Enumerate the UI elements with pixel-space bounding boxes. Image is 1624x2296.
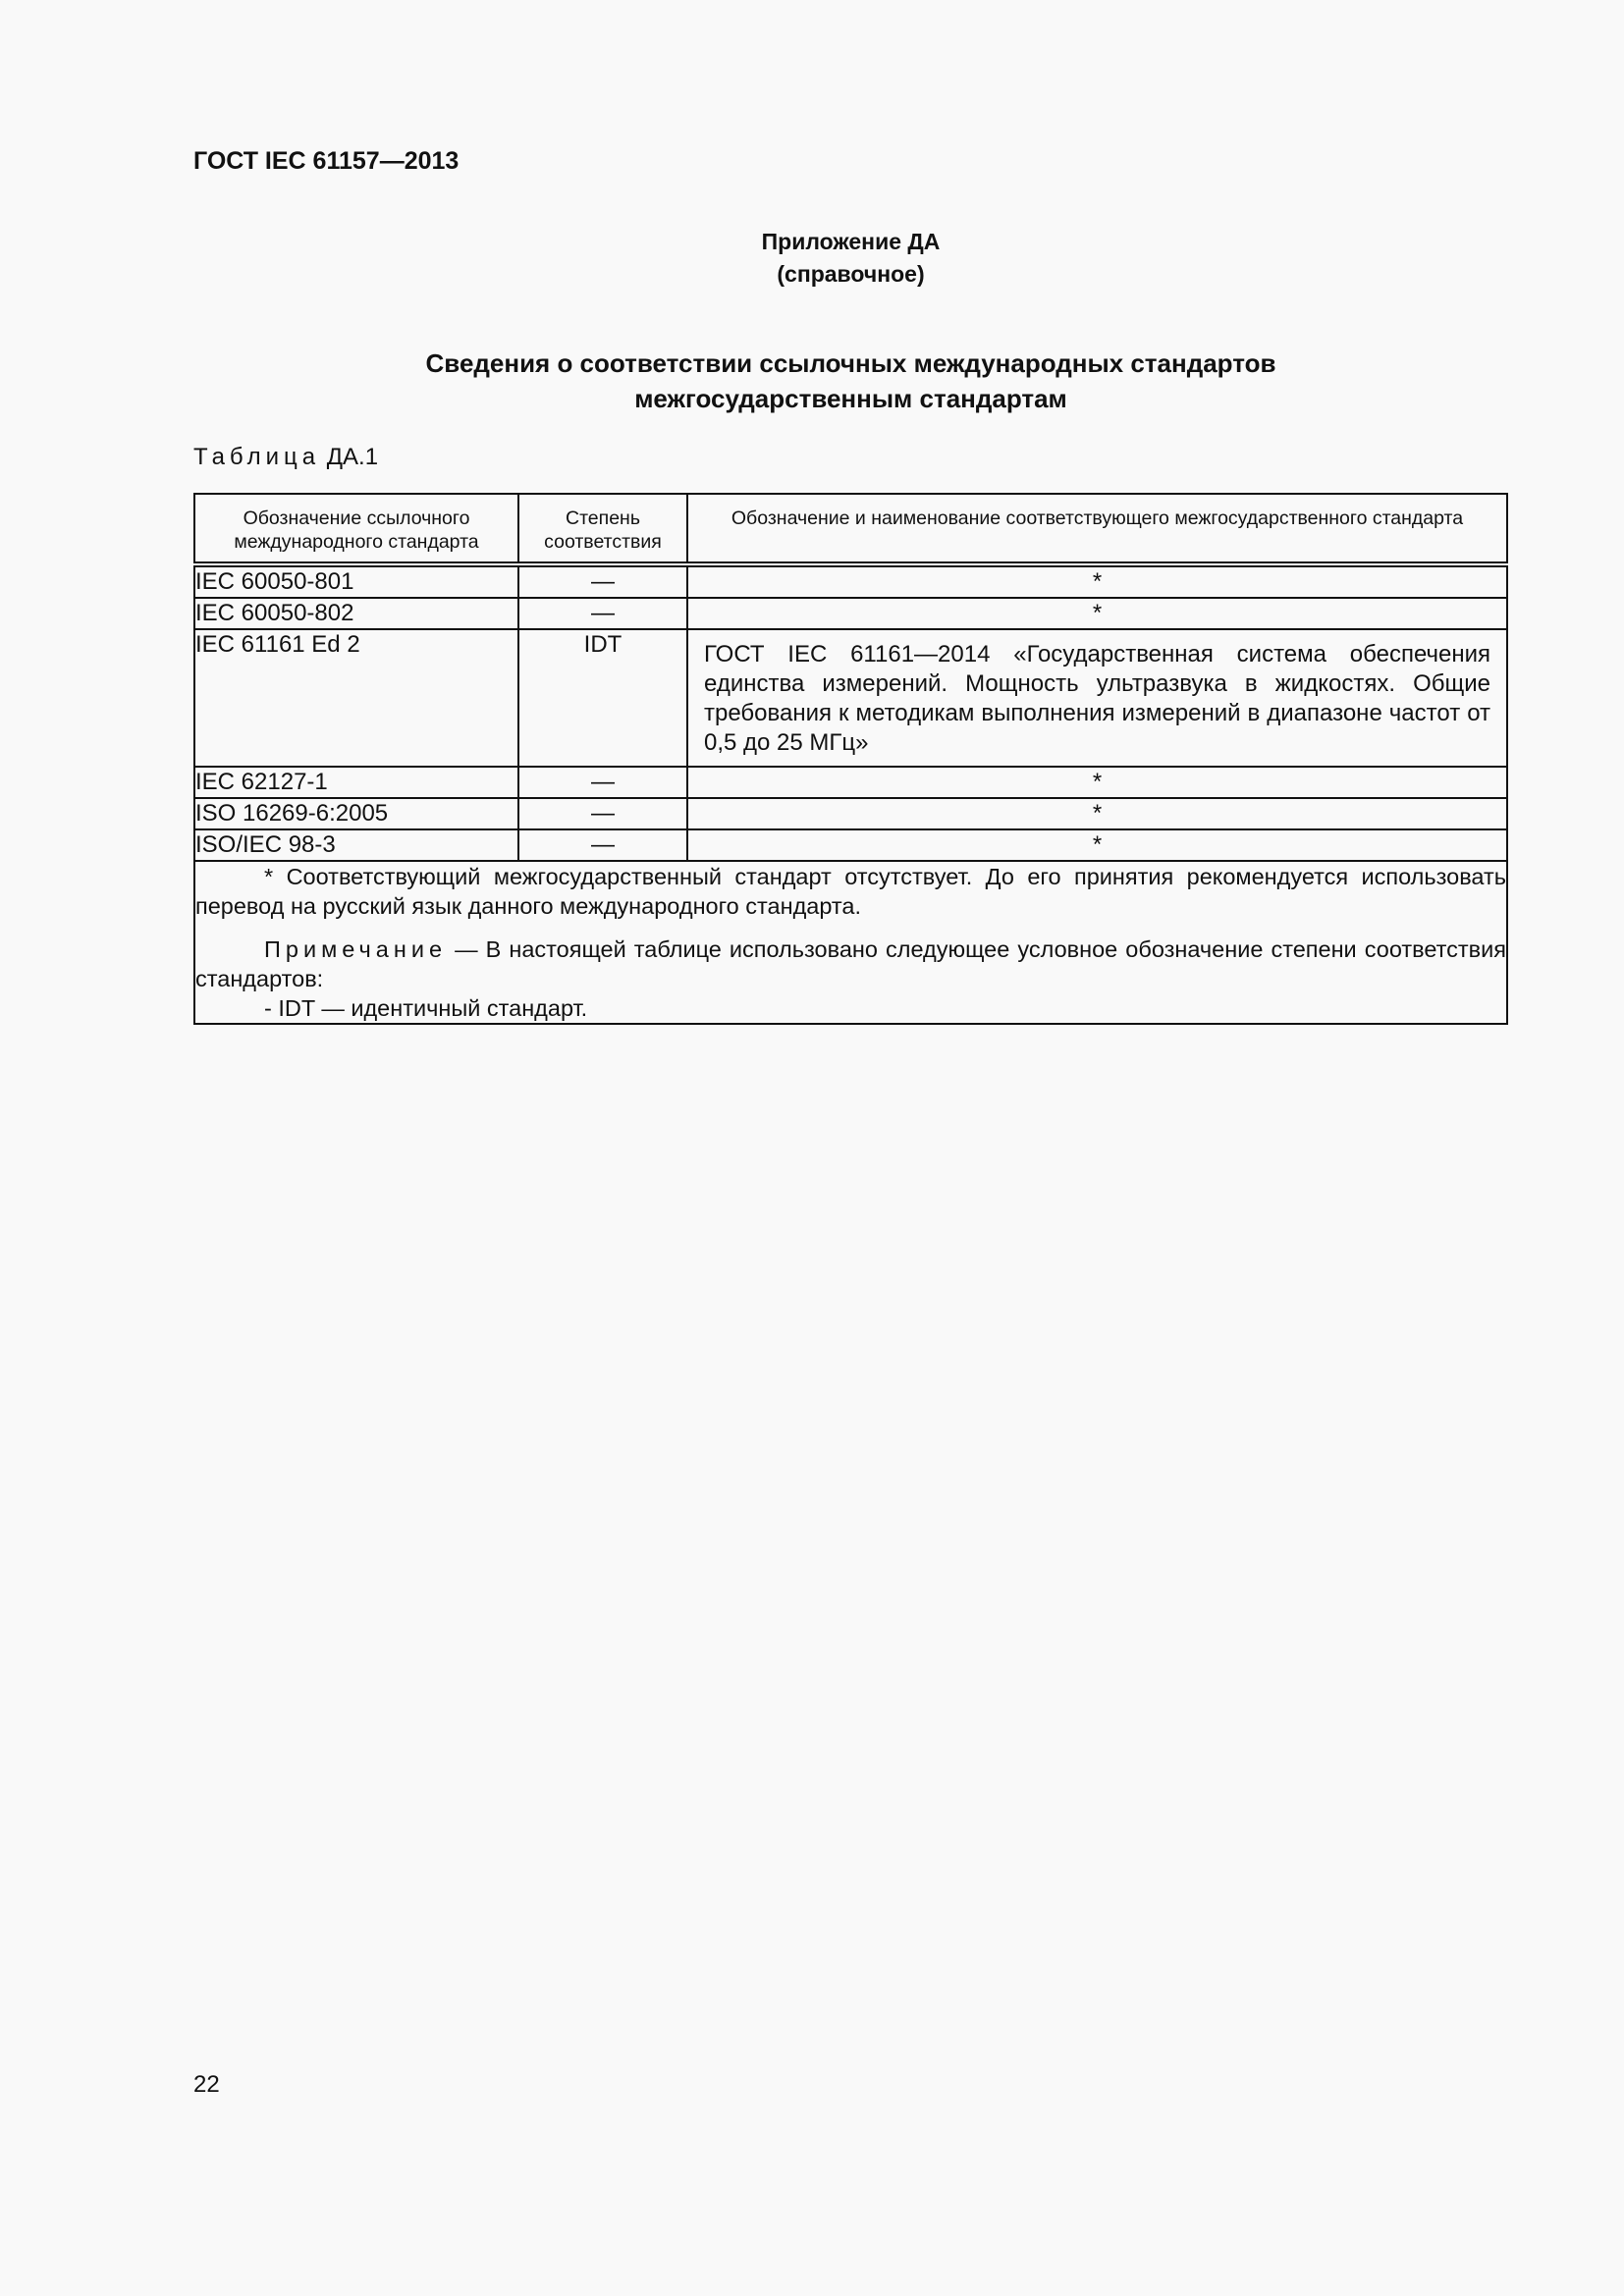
cell-code: IEC 61161 Ed 2 — [194, 629, 518, 767]
annex-type: (справочное) — [777, 261, 925, 287]
cell-name: * — [687, 767, 1507, 798]
table-caption-number: ДА.1 — [326, 444, 379, 470]
note-item: - IDT — идентичный стандарт. — [264, 995, 588, 1021]
cell-code: ISO/IEC 98-3 — [194, 829, 518, 861]
document-header: ГОСТ IEC 61157—2013 — [193, 147, 460, 175]
cell-degree: — — [518, 798, 687, 829]
annex-label: Приложение ДА — [761, 229, 941, 254]
cell-name: * — [687, 598, 1507, 629]
table-header-row — [194, 494, 1507, 564]
cell-degree: — — [518, 829, 687, 861]
column-header-degree: Степень соответствия — [518, 494, 687, 564]
cell-degree: — — [518, 767, 687, 798]
column-header-code: Обозначение ссылочного международного стандарта — [194, 494, 518, 564]
cell-name: * — [687, 564, 1507, 598]
table-row — [194, 564, 1507, 598]
note-text: — В настоящей таблице использовано следующее условное обозначение степени соответствия стандартов: — [195, 936, 1506, 991]
annex-title — [0, 346, 1624, 416]
cell-degree: IDT — [518, 629, 687, 767]
cell-code: IEC 60050-802 — [194, 598, 518, 629]
standards-table — [193, 493, 1508, 1025]
cell-code: ISO 16269-6:2005 — [194, 798, 518, 829]
page-number: 22 — [193, 2071, 220, 2098]
cell-code: IEC 60050-801 — [194, 564, 518, 598]
table-row — [194, 598, 1507, 629]
cell-name: * — [687, 829, 1507, 861]
table-row — [194, 629, 1507, 767]
annex-title-line-1: Сведения о соответствии ссылочных международных стандартов — [425, 348, 1276, 378]
cell-code: IEC 62127-1 — [194, 767, 518, 798]
note-label: Примечание — [264, 936, 448, 962]
annex-heading — [0, 226, 1624, 291]
cell-name: ГОСТ IEC 61161—2014 «Государственная система обеспечения единства измерений. Мощность ультразвука в жидкостях. Общие требования к методикам выполнения измерений в диапазоне частот от 0,5 до 25 МГц» — [687, 629, 1507, 767]
table-caption — [193, 444, 378, 471]
table-footnote-row — [194, 861, 1507, 1024]
table-row — [194, 829, 1507, 861]
table-footnote: * Соответствующий межгосударственный стандарт отсутствует. До его принятия рекомендуется использовать перевод на русский язык данного международного стандарта. — [195, 864, 1506, 919]
annex-title-line-2: межгосударственным стандартам — [634, 384, 1067, 413]
column-header-name: Обозначение и наименование соответствующего межгосударственного стандарта — [687, 494, 1507, 564]
cell-degree: — — [518, 564, 687, 598]
table-note — [195, 934, 1506, 993]
table-footnote-cell — [194, 861, 1507, 1024]
cell-degree: — — [518, 598, 687, 629]
table-row — [194, 767, 1507, 798]
table-caption-word: Таблица — [193, 444, 321, 470]
cell-name: * — [687, 798, 1507, 829]
table-row — [194, 798, 1507, 829]
